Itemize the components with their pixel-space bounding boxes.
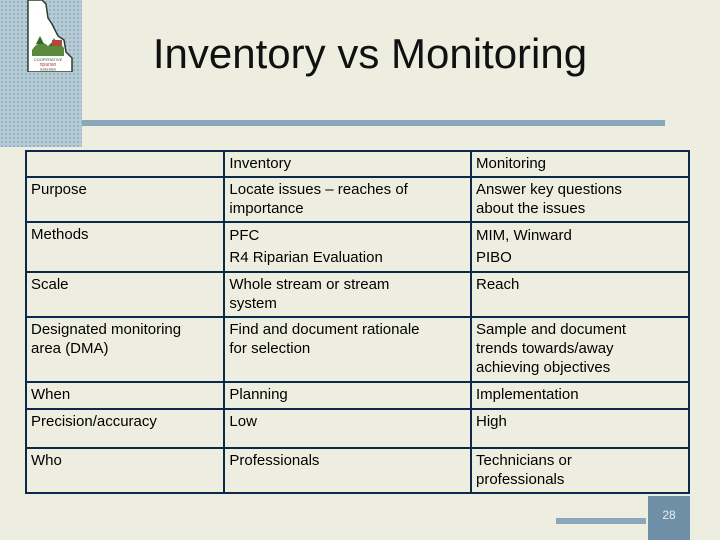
- row-label: When: [26, 382, 224, 409]
- row-label: Scale: [26, 272, 224, 317]
- monitoring-cell: Answer key questions about the issues: [471, 177, 689, 222]
- inventory-cell: Planning: [224, 382, 471, 409]
- row-label: Purpose: [26, 177, 224, 222]
- title-underline-rule: [82, 120, 665, 126]
- row-label: Precision/accuracy: [26, 409, 224, 448]
- row-label: Who: [26, 448, 224, 493]
- header-cell-inventory: Inventory: [224, 151, 471, 177]
- comparison-table: [25, 150, 690, 494]
- monitoring-cell: Reach: [471, 272, 689, 317]
- logo-line-2: riparian: [39, 62, 57, 68]
- table-header-row: [26, 151, 689, 177]
- monitoring-cell: MIM, Winward PIBO: [471, 222, 689, 272]
- inventory-cell: Find and document rationale for selection: [224, 317, 471, 382]
- header-cell-empty: [26, 151, 224, 177]
- inventory-cell: PFC R4 Riparian Evaluation: [224, 222, 471, 272]
- footer-rule: [556, 518, 646, 524]
- monitoring-cell: Technicians or professionals: [471, 448, 689, 493]
- logo-line-1: COOPERATIVE: [33, 57, 63, 62]
- slide-title: Inventory vs Monitoring: [152, 30, 588, 77]
- table-row: [26, 222, 689, 272]
- row-label: Designated monitoring area (DMA): [26, 317, 224, 382]
- table-row: [26, 448, 689, 493]
- row-label: Methods: [26, 222, 224, 272]
- table-row: [26, 382, 689, 409]
- header-cell-monitoring: Monitoring: [471, 151, 689, 177]
- inventory-cell: Low: [224, 409, 471, 448]
- table-row: [26, 272, 689, 317]
- inventory-cell: Locate issues – reaches of importance: [224, 177, 471, 222]
- table-row: [26, 177, 689, 222]
- inventory-cell: Professionals: [224, 448, 471, 493]
- monitoring-cell: Sample and document trends towards/away achieving objectives: [471, 317, 689, 382]
- table-row: [26, 409, 689, 448]
- logo-line-3: restoration: [39, 67, 57, 72]
- inventory-cell: Whole stream or stream system: [224, 272, 471, 317]
- monitoring-cell: High: [471, 409, 689, 448]
- table-row: [26, 317, 689, 382]
- monitoring-cell: Implementation: [471, 382, 689, 409]
- idaho-logo: [22, 0, 74, 72]
- page-number: 28: [662, 508, 676, 522]
